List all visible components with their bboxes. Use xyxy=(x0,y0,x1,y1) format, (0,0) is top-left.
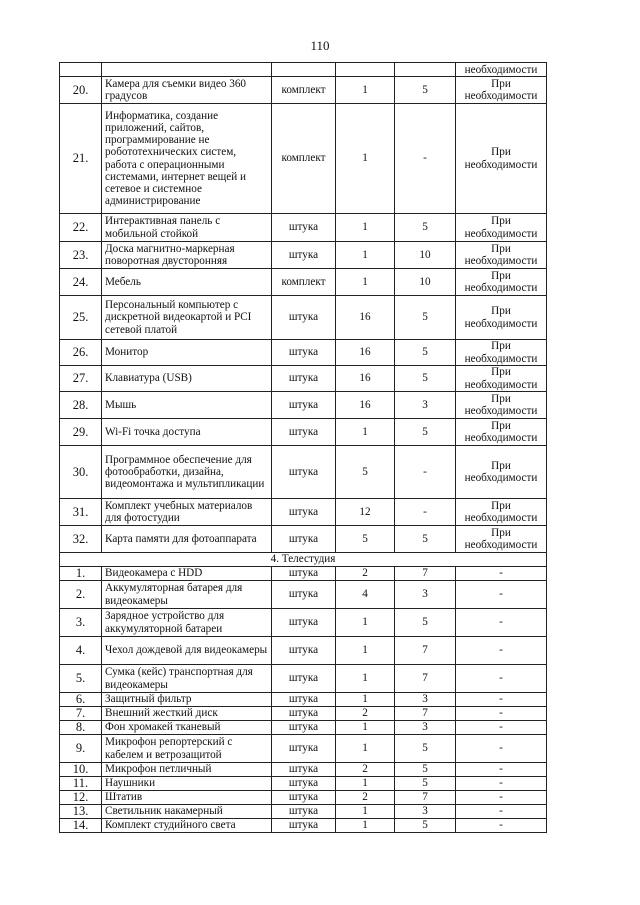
service-life-cell: 5 xyxy=(395,214,456,242)
unit-cell: комплект xyxy=(272,269,336,296)
table-row xyxy=(60,665,547,693)
row-number-cell: 10. xyxy=(60,763,102,777)
item-name-cell: Клавиатура (USB) xyxy=(102,366,272,392)
unit-cell: штука xyxy=(272,609,336,637)
note-cell: - xyxy=(456,637,547,665)
quantity-cell: 4 xyxy=(336,581,395,609)
note-cell: - xyxy=(456,819,547,833)
service-life-cell: 5 xyxy=(395,777,456,791)
unit-cell: штука xyxy=(272,735,336,763)
table-row xyxy=(60,366,547,392)
quantity-cell: 5 xyxy=(336,446,395,499)
row-number-cell: 30. xyxy=(60,446,102,499)
item-name-cell: Светильник накамерный xyxy=(102,805,272,819)
note-cell: - xyxy=(456,791,547,805)
item-name-cell: Внешний жесткий диск xyxy=(102,707,272,721)
item-name-cell xyxy=(102,63,272,77)
table-row xyxy=(60,777,547,791)
row-number-cell: 26. xyxy=(60,340,102,366)
row-number-cell: 7. xyxy=(60,707,102,721)
service-life-cell: 7 xyxy=(395,567,456,581)
quantity-cell: 1 xyxy=(336,693,395,707)
table-row xyxy=(60,721,547,735)
note-cell: При необходимости xyxy=(456,526,547,553)
service-life-cell: 7 xyxy=(395,791,456,805)
note-cell: При необходимости xyxy=(456,499,547,526)
note-cell: При необходимости xyxy=(456,77,547,104)
table-row xyxy=(60,77,547,104)
note-cell: При необходимости xyxy=(456,446,547,499)
quantity-cell: 16 xyxy=(336,366,395,392)
item-name-cell: Микрофон репортерский с кабелем и ветрозащитой xyxy=(102,735,272,763)
unit-cell: штука xyxy=(272,366,336,392)
service-life-cell xyxy=(395,63,456,77)
quantity-cell: 1 xyxy=(336,805,395,819)
quantity-cell: 1 xyxy=(336,77,395,104)
page-number: 110 xyxy=(310,38,330,53)
row-number-cell: 32. xyxy=(60,526,102,553)
service-life-cell: 7 xyxy=(395,707,456,721)
table-row xyxy=(60,735,547,763)
note-cell: При необходимости xyxy=(456,269,547,296)
note-cell: При необходимости xyxy=(456,214,547,242)
quantity-cell: 1 xyxy=(336,735,395,763)
table-row xyxy=(60,419,547,446)
row-number-cell: 28. xyxy=(60,392,102,419)
unit-cell: штука xyxy=(272,707,336,721)
table-row xyxy=(60,340,547,366)
unit-cell: штука xyxy=(272,526,336,553)
item-name-cell: Интерактивная панель с мобильной стойкой xyxy=(102,214,272,242)
service-life-cell: - xyxy=(395,104,456,214)
service-life-cell: 5 xyxy=(395,419,456,446)
service-life-cell: 5 xyxy=(395,819,456,833)
service-life-cell: 7 xyxy=(395,665,456,693)
item-name-cell: Комплект учебных материалов для фотостудии xyxy=(102,499,272,526)
item-name-cell: Микрофон петличный xyxy=(102,763,272,777)
unit-cell: штука xyxy=(272,392,336,419)
service-life-cell: 5 xyxy=(395,526,456,553)
quantity-cell xyxy=(336,63,395,77)
quantity-cell: 1 xyxy=(336,665,395,693)
unit-cell: штука xyxy=(272,419,336,446)
table-row xyxy=(60,763,547,777)
item-name-cell: Наушники xyxy=(102,777,272,791)
row-number-cell: 31. xyxy=(60,499,102,526)
unit-cell: штука xyxy=(272,581,336,609)
item-name-cell: Программное обеспечение для фотообработки, дизайна, видеомонтажа и мультипликации xyxy=(102,446,272,499)
item-name-cell: Видеокамера с HDD xyxy=(102,567,272,581)
unit-cell xyxy=(272,63,336,77)
note-cell: - xyxy=(456,805,547,819)
service-life-cell: 5 xyxy=(395,609,456,637)
quantity-cell: 1 xyxy=(336,104,395,214)
row-number-cell: 3. xyxy=(60,609,102,637)
unit-cell: штука xyxy=(272,721,336,735)
service-life-cell: 3 xyxy=(395,805,456,819)
note-cell: При необходимости xyxy=(456,392,547,419)
service-life-cell: 10 xyxy=(395,269,456,296)
service-life-cell: 5 xyxy=(395,366,456,392)
item-name-cell: Информатика, создание приложений, сайтов, программирование не робототехнических систем, работа с операционными системами, интернет вещей и сетевое и системное администрирование xyxy=(102,104,272,214)
item-name-cell: Карта памяти для фотоаппарата xyxy=(102,526,272,553)
service-life-cell: 10 xyxy=(395,242,456,269)
item-name-cell: Комплект студийного света xyxy=(102,819,272,833)
row-number-cell: 25. xyxy=(60,296,102,340)
table-row xyxy=(60,499,547,526)
table-row xyxy=(60,242,547,269)
quantity-cell: 5 xyxy=(336,526,395,553)
item-name-cell: Персональный компьютер с дискретной видеокартой и PCI сетевой платой xyxy=(102,296,272,340)
service-life-cell: 3 xyxy=(395,392,456,419)
note-cell: При необходимости xyxy=(456,104,547,214)
note-cell: При необходимости xyxy=(456,340,547,366)
note-cell: - xyxy=(456,665,547,693)
unit-cell: штука xyxy=(272,567,336,581)
service-life-cell: 3 xyxy=(395,721,456,735)
quantity-cell: 12 xyxy=(336,499,395,526)
row-number-cell: 6. xyxy=(60,693,102,707)
quantity-cell: 1 xyxy=(336,242,395,269)
quantity-cell: 1 xyxy=(336,419,395,446)
note-cell: При необходимости xyxy=(456,419,547,446)
note-cell: - xyxy=(456,567,547,581)
note-cell: - xyxy=(456,609,547,637)
unit-cell: штука xyxy=(272,214,336,242)
row-number-cell: 11. xyxy=(60,777,102,791)
service-life-cell: 3 xyxy=(395,581,456,609)
quantity-cell: 1 xyxy=(336,777,395,791)
quantity-cell: 1 xyxy=(336,819,395,833)
table-row xyxy=(60,104,547,214)
note-cell: - xyxy=(456,721,547,735)
row-number-cell: 8. xyxy=(60,721,102,735)
item-name-cell: Защитный фильтр xyxy=(102,693,272,707)
quantity-cell: 1 xyxy=(336,269,395,296)
section-header-row xyxy=(60,553,547,567)
quantity-cell: 16 xyxy=(336,296,395,340)
table-row xyxy=(60,805,547,819)
table-row xyxy=(60,637,547,665)
row-number-cell: 5. xyxy=(60,665,102,693)
unit-cell: штука xyxy=(272,777,336,791)
quantity-cell: 2 xyxy=(336,567,395,581)
quantity-cell: 16 xyxy=(336,340,395,366)
row-number-cell: 20. xyxy=(60,77,102,104)
note-cell: - xyxy=(456,707,547,721)
table-row xyxy=(60,526,547,553)
quantity-cell: 1 xyxy=(336,721,395,735)
row-number-cell: 24. xyxy=(60,269,102,296)
table-row xyxy=(60,63,547,77)
unit-cell: штука xyxy=(272,791,336,805)
item-name-cell: Зарядное устройство для аккумуляторной батареи xyxy=(102,609,272,637)
item-name-cell: Доска магнитно-маркерная поворотная двусторонняя xyxy=(102,242,272,269)
unit-cell: штука xyxy=(272,499,336,526)
table-row xyxy=(60,214,547,242)
item-name-cell: Монитор xyxy=(102,340,272,366)
note-cell: - xyxy=(456,693,547,707)
table-row xyxy=(60,296,547,340)
row-number-cell: 4. xyxy=(60,637,102,665)
unit-cell: штука xyxy=(272,665,336,693)
table-row xyxy=(60,791,547,805)
item-name-cell: Аккумуляторная батарея для видеокамеры xyxy=(102,581,272,609)
item-name-cell: Сумка (кейс) транспортная для видеокамеры xyxy=(102,665,272,693)
service-life-cell: 5 xyxy=(395,763,456,777)
table-row xyxy=(60,819,547,833)
table-row xyxy=(60,581,547,609)
note-cell: - xyxy=(456,581,547,609)
item-name-cell: Мышь xyxy=(102,392,272,419)
row-number-cell: 14. xyxy=(60,819,102,833)
service-life-cell: 3 xyxy=(395,693,456,707)
row-number-cell: 21. xyxy=(60,104,102,214)
unit-cell: штука xyxy=(272,805,336,819)
unit-cell: комплект xyxy=(272,104,336,214)
row-number-cell: 23. xyxy=(60,242,102,269)
row-number-cell: 12. xyxy=(60,791,102,805)
section-title: 4. Телестудия xyxy=(60,553,547,567)
quantity-cell: 16 xyxy=(336,392,395,419)
item-name-cell: Штатив xyxy=(102,791,272,805)
unit-cell: штука xyxy=(272,446,336,499)
row-number-cell: 22. xyxy=(60,214,102,242)
item-name-cell: Чехол дождевой для видеокамеры xyxy=(102,637,272,665)
row-number-cell: 9. xyxy=(60,735,102,763)
service-life-cell: 5 xyxy=(395,296,456,340)
quantity-cell: 2 xyxy=(336,763,395,777)
quantity-cell: 1 xyxy=(336,637,395,665)
row-number-cell: 1. xyxy=(60,567,102,581)
unit-cell: штука xyxy=(272,340,336,366)
note-cell: При необходимости xyxy=(456,242,547,269)
table-row xyxy=(60,567,547,581)
unit-cell: штука xyxy=(272,819,336,833)
note-cell: - xyxy=(456,777,547,791)
item-name-cell: Фон хромакей тканевый xyxy=(102,721,272,735)
table-row xyxy=(60,707,547,721)
service-life-cell: - xyxy=(395,446,456,499)
unit-cell: штука xyxy=(272,763,336,777)
note-cell: - xyxy=(456,735,547,763)
table-row xyxy=(60,609,547,637)
note-cell: необходимости xyxy=(456,63,547,77)
quantity-cell: 2 xyxy=(336,791,395,805)
service-life-cell: 5 xyxy=(395,735,456,763)
note-cell: - xyxy=(456,763,547,777)
note-cell: При необходимости xyxy=(456,366,547,392)
equipment-table xyxy=(59,62,547,833)
unit-cell: штука xyxy=(272,242,336,269)
service-life-cell: 5 xyxy=(395,340,456,366)
row-number-cell: 13. xyxy=(60,805,102,819)
table-row xyxy=(60,392,547,419)
note-cell: При необходимости xyxy=(456,296,547,340)
unit-cell: штука xyxy=(272,693,336,707)
item-name-cell: Мебель xyxy=(102,269,272,296)
row-number-cell: 27. xyxy=(60,366,102,392)
row-number-cell xyxy=(60,63,102,77)
unit-cell: штука xyxy=(272,637,336,665)
quantity-cell: 1 xyxy=(336,214,395,242)
quantity-cell: 1 xyxy=(336,609,395,637)
table-row xyxy=(60,269,547,296)
unit-cell: штука xyxy=(272,296,336,340)
service-life-cell: - xyxy=(395,499,456,526)
table-row xyxy=(60,693,547,707)
quantity-cell: 2 xyxy=(336,707,395,721)
service-life-cell: 7 xyxy=(395,637,456,665)
unit-cell: комплект xyxy=(272,77,336,104)
item-name-cell: Wi-Fi точка доступа xyxy=(102,419,272,446)
item-name-cell: Камера для съемки видео 360 градусов xyxy=(102,77,272,104)
row-number-cell: 29. xyxy=(60,419,102,446)
table-row xyxy=(60,446,547,499)
row-number-cell: 2. xyxy=(60,581,102,609)
service-life-cell: 5 xyxy=(395,77,456,104)
